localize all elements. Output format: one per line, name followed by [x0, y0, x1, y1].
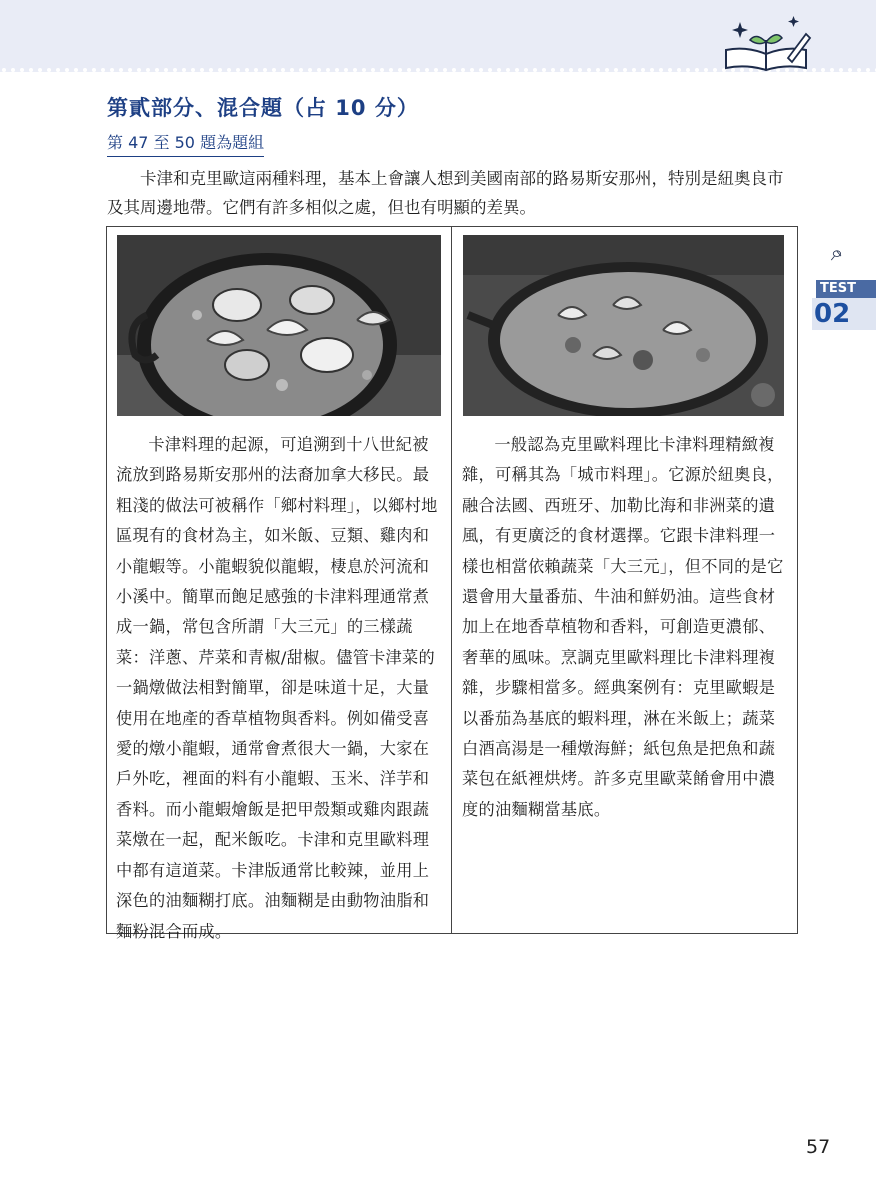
test-label: TEST	[816, 280, 876, 298]
pushpin-icon	[810, 248, 876, 282]
seafood-stew-pan-photo	[463, 235, 784, 416]
cajun-cuisine-paragraph: 卡津料理的起源，可追溯到十八世紀被流放到路易斯安那州的法裔加拿大移民。最粗淺的做法可被稱作「鄉村料理」，以鄉村地區現有的食材為主，如米飯、豆類、雞肉和小龍蝦等。小龍蝦貌似龍蝦，棲息於河流和小溪中。簡單而飽足感強的卡津料理通常煮成一鍋，常包含所謂「大三元」的三樣蔬菜：洋蔥、芹菜和青椒/甜椒。儘管卡津菜的一鍋燉做法相對簡單，卻是味道十足，大量使用在地產的香草植物與香料。例如備受喜愛的燉小龍蝦，通常會煮很大一鍋，大家在戶外吃，裡面的料有小龍蝦、玉米、洋芋和香料。而小龍蝦燴飯是把甲殼類或雞肉跟蔬菜燉在一起，配米飯吃。卡津和克里歐料理中都有這道菜。卡津版通常比較辣，並用上深色的油麵糊打底。油麵糊是由動物油脂和麵粉混合而成。	[116, 435, 438, 941]
question-group-subtitle: 第 47 至 50 題為題組	[107, 130, 264, 157]
column-divider	[451, 226, 452, 933]
creole-cuisine-paragraph: 一般認為克里歐料理比卡津料理精緻複雜，可稱其為「城市料理」。它源於紐奧良，融合法國、西班牙、加勒比海和非洲菜的遺風，有更廣泛的食材選擇。它跟卡津料理一樣也相當依賴蔬菜「大三元」，但不同的是它還會用大量番茄、牛油和鮮奶油。這些食材加上在地香草植物和香料，可創造更濃郁、奢華的風味。烹調克里歐料理比卡津料理複雜，步驟相當多。經典案例有：克里歐蝦是以番茄為基底的蝦料理，淋在米飯上；蔬菜白酒高湯是一種燉海鮮；紙包魚是把魚和蔬菜包在紙裡烘烤。許多克里歐菜餚會用中濃度的油麵糊當基底。	[462, 435, 784, 819]
pot-with-shrimp-and-clams-photo	[117, 235, 441, 416]
test-number: 02	[812, 298, 876, 330]
page-number: 57	[806, 1136, 831, 1158]
book-sprout-icon	[718, 10, 814, 74]
section-title: 第貳部分、混合題（占 10 分）	[107, 96, 419, 120]
intro-paragraph: 卡津和克里歐這兩種料理，基本上會讓人想到美國南部的路易斯安那州，特別是紐奧良市及其周邊地帶。它們有許多相似之處，但也有明顯的差異。	[107, 169, 784, 217]
